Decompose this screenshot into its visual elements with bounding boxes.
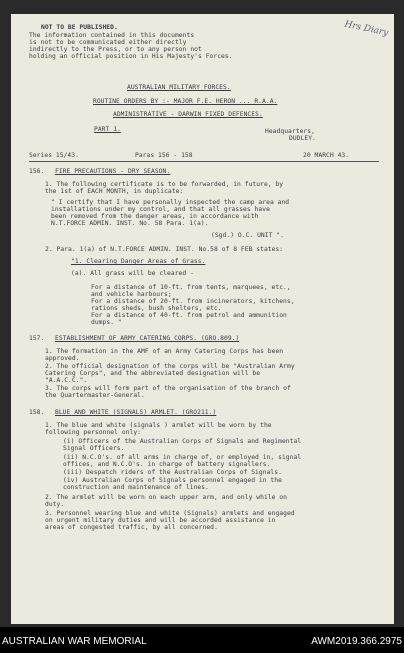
footer-accession-number: AWM2019.366.2975	[311, 636, 402, 647]
place-label: DUDLEY.	[289, 135, 316, 142]
para-line: 1. The formation in the AMF of an Army Catering Corps has been	[45, 348, 284, 355]
para-line: 3. The corps will form part of the organisation of the branch of	[45, 385, 291, 392]
para-line: installations under my control, and that all grasses have	[51, 206, 270, 213]
signature-line: (Sgd.) O.C. UNIT ".	[211, 232, 284, 239]
paras-range: Paras 156 - 158	[135, 152, 193, 159]
para-line: following personnel only:	[45, 429, 142, 436]
notice-line: indirectly to the Press, or to any person not	[29, 46, 202, 53]
para-line: (ii) N.C.O's. of all arms in charge of, or employed in, signal	[63, 454, 302, 461]
para-line: and vehicle harbours;	[91, 291, 172, 298]
archive-footer	[0, 627, 404, 653]
para-number: 157.	[29, 335, 45, 342]
order-date: 20 MARCH 43.	[303, 152, 350, 159]
force-title: AUSTRALIAN MILITARY FORCES.	[127, 84, 231, 91]
para-line: areas of congested traffic, by all concerned.	[45, 524, 218, 531]
para-line: 3. Personnel wearing blue and white (Signals) armlets and engaged	[45, 510, 295, 517]
footer-institution: AUSTRALIAN WAR MEMORIAL	[2, 636, 147, 647]
para-line: (iii) Despatch riders of the Australian Corps of Signals.	[63, 469, 282, 476]
para-line: "A.A.C.C.".	[45, 377, 88, 384]
para-line: duty.	[45, 501, 65, 508]
para-line: 1. The following certificate is to be forwarded, in future, by	[45, 181, 284, 188]
para-line: (iv) Australian Corps of Signals personnel engaged in the	[63, 477, 282, 484]
para-line: on urgent military duties and will be accorded assistance in	[45, 517, 276, 524]
routine-orders-title: ROUTINE ORDERS BY :- MAJOR F.E. HERON ... R.A.A.	[93, 98, 278, 105]
subpara-title: "1. Clearing Danger Areas of Grass.	[71, 258, 206, 265]
notice-line: is not to be communicated either directly	[29, 39, 187, 46]
para-line: 1. The blue and white (signals ) armlet will be worn by the	[45, 422, 272, 429]
para-line: For a distance of 40-ft. from petrol and ammunition	[91, 312, 287, 319]
para-line: 2. The official designation of the corps will be "Australian Army	[45, 363, 295, 370]
para-line: For a distance of 10-ft. from tents, marquees, etc.,	[91, 284, 291, 291]
para-line: the Quartermaster-General.	[45, 392, 145, 399]
part-label: PART 1.	[94, 126, 121, 133]
para-line: (i) Officers of the Australian Corps of Signals and Regimental	[63, 438, 302, 445]
admin-title: ADMINISTRATIVE - DARWIN FIXED DEFENCES.	[113, 111, 263, 118]
para-line: N.T.FORCE ADMIN. INST. No. 58 Para. 1(a).	[51, 220, 209, 227]
para-line: 2. The armlet will be worn on each upper arm, and only while on	[45, 494, 287, 501]
para-line: been removed from the danger areas, in accordance with	[51, 213, 259, 220]
notice-line: The information contained in this documents	[29, 32, 195, 39]
hq-label: Headquarters,	[265, 128, 315, 135]
notice-line: holding an official position in His Majesty's Forces.	[29, 53, 233, 60]
para-title: BLUE AND WHITE (SIGNALS) ARMLET. (GRO211.)	[55, 409, 217, 416]
para-line: 2. Para. 1(a) of N.T.FORCE ADMIN. INST. No.58 of 8 FEB states:	[45, 246, 284, 253]
para-line: construction and maintenance of lines.	[63, 484, 209, 491]
para-line: dumps. "	[91, 319, 122, 326]
para-line: offices, and N.C.O's. in charge of battery signallers.	[63, 461, 271, 468]
para-line: Catering Corps", and the abbreviated designation will be	[45, 370, 261, 377]
divider-rule	[29, 161, 379, 162]
para-title: FIRE PRECAUTIONS - DRY SEASON.	[55, 168, 171, 175]
para-line: rations sheds, bush shelters, etc.	[91, 305, 222, 312]
not-to-be-published: NOT TO BE PUBLISHED.	[41, 24, 118, 31]
para-title: ESTABLISHMENT OF ARMY CATERING CORPS. (GRO.809.)	[55, 335, 240, 342]
para-line: approved.	[45, 355, 80, 362]
para-line: the 1st of EACH MONTH, in duplicate:	[45, 188, 184, 195]
para-number: 158.	[29, 409, 45, 416]
para-number: 156.	[29, 168, 45, 175]
para-line: For a distance of 20-ft. from incinerators, kitchens,	[91, 298, 295, 305]
handwritten-annotation: Hrs Diary	[343, 19, 390, 39]
document-page	[11, 14, 394, 624]
para-line: Signal Officers.	[63, 445, 125, 452]
para-line: (a). All grass will be cleared -	[71, 270, 194, 277]
para-line: " I certify that I have personally inspected the camp area and	[51, 199, 290, 206]
series-number: Series 15/43.	[29, 152, 79, 159]
